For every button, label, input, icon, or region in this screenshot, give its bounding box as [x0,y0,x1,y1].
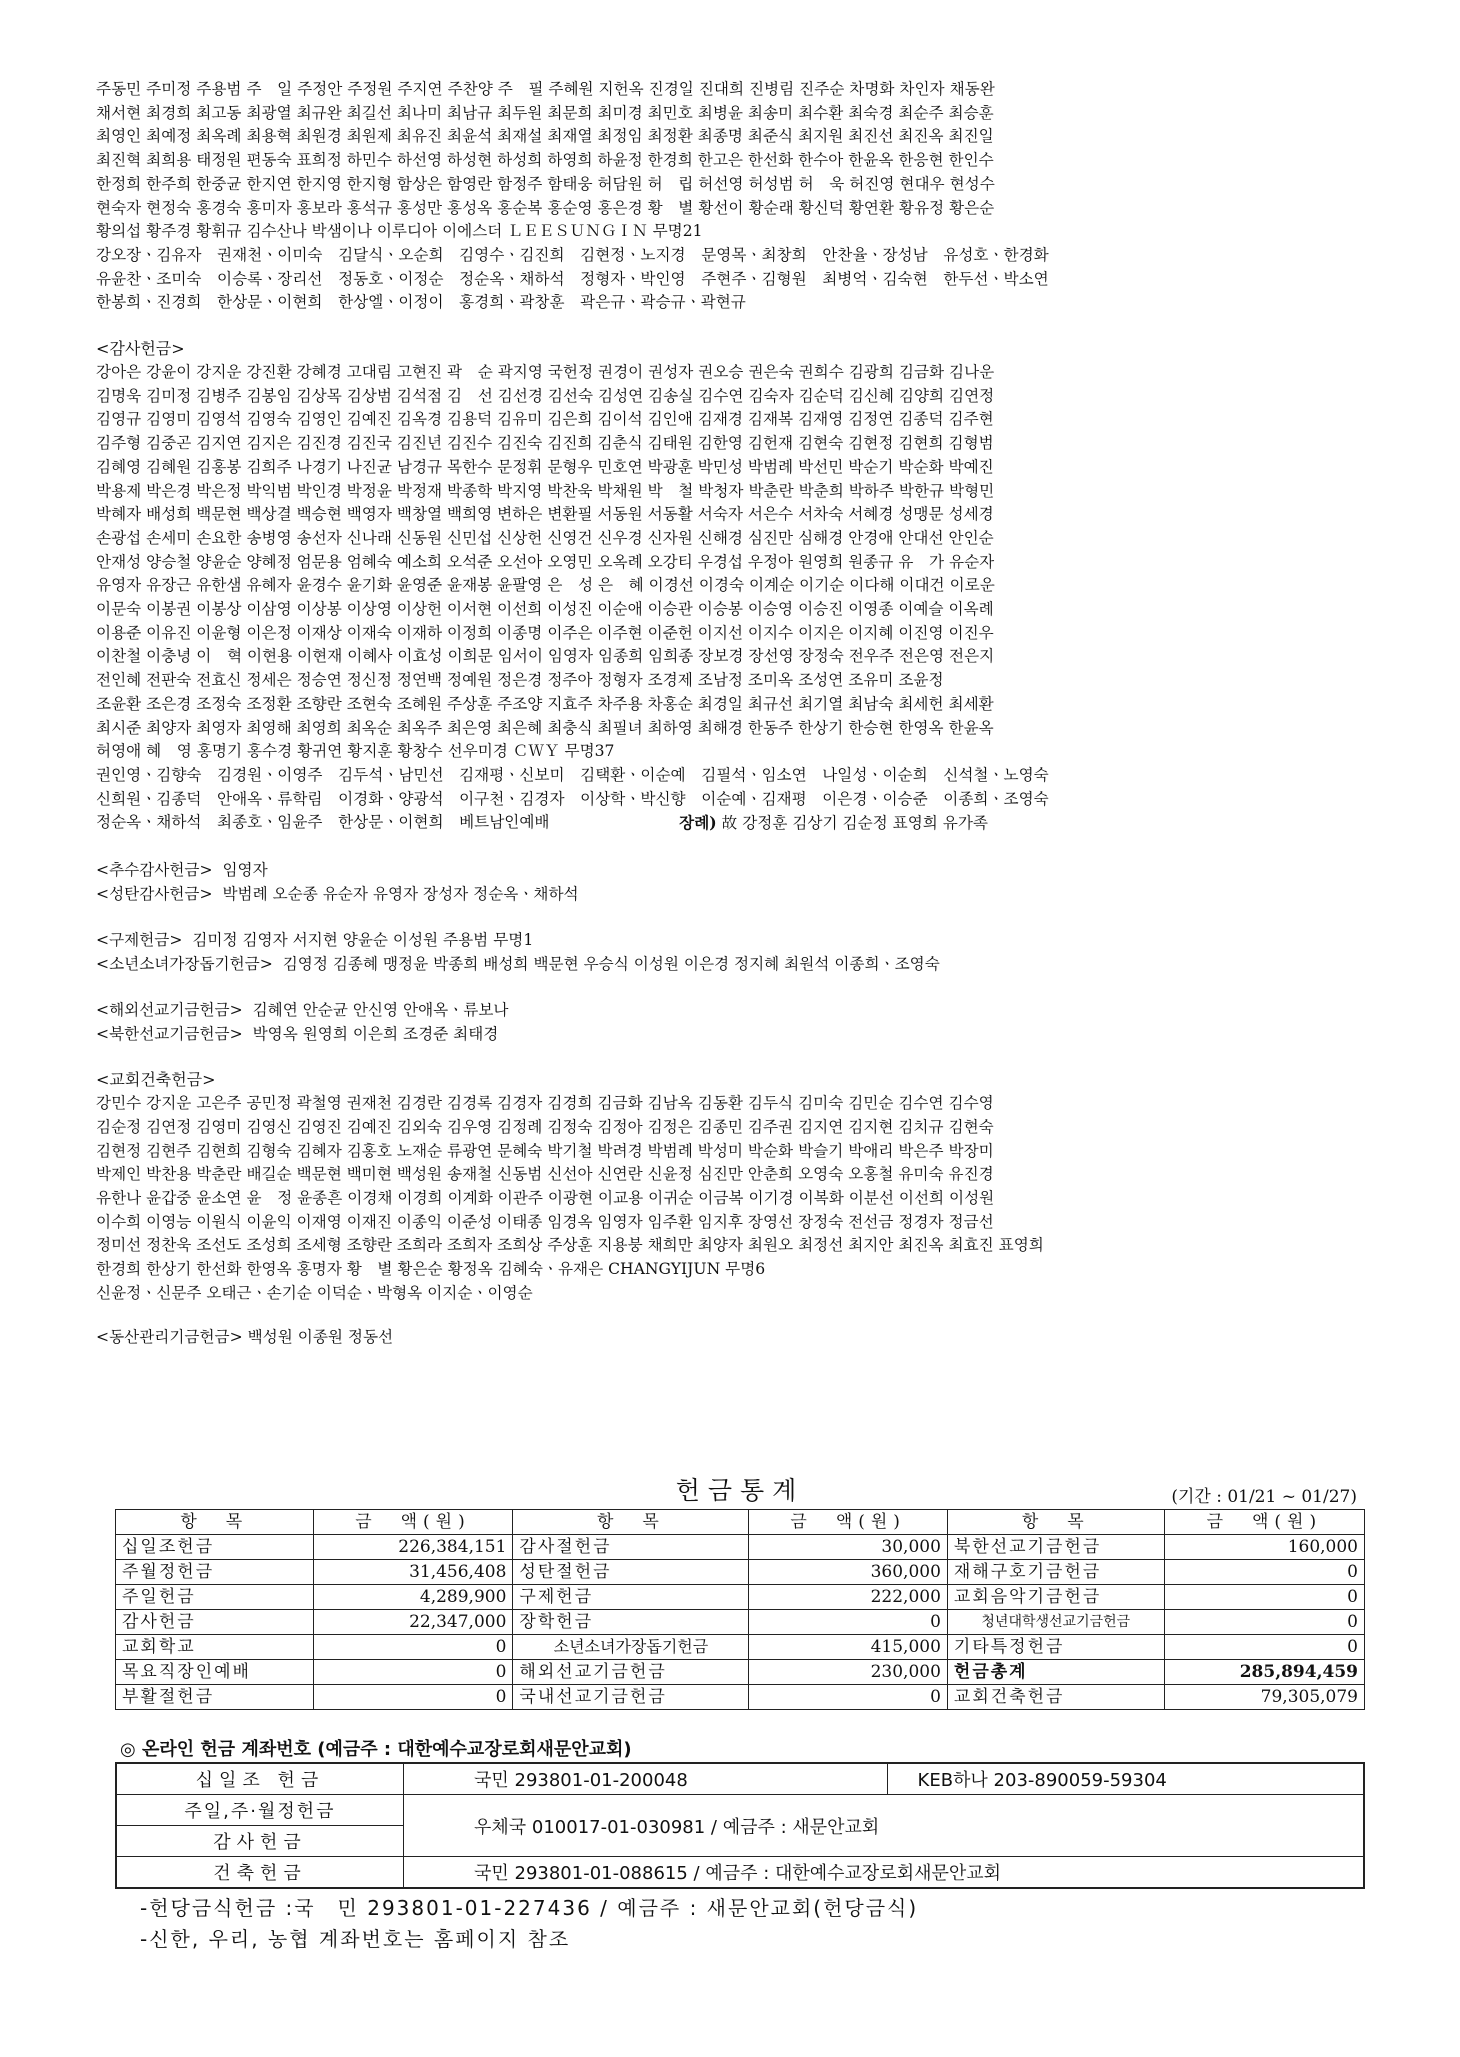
stats-item-label: 국내선교기금헌금 [513,1685,749,1710]
donor-line: 유영자 유장근 유한샘 유혜자 윤경수 윤기화 윤영준 윤재봉 윤팔영 은 성 은 혜 이경선 이경숙 이계순 이기순 이다해 이대건 이로운 [96,576,995,595]
donor-line: 김명욱 김미정 김병주 김봉임 김상목 김상범 김석점 김 선 김선경 김선숙 김성연 김송실 김수연 김숙자 김순덕 김신혜 김양희 김연정 [96,386,995,405]
donor-line: 황의섭 황주경 황휘규 김수산나 박샘이나 이루디아 이에스더 ＬＥＥＳＵＮＧＩＮ 무명21 [96,222,703,241]
section-title: <추수감사헌금> [96,861,213,880]
donor-names: 박영옥 원영희 이은희 조경준 최태경 [252,1025,499,1044]
donor-line: 전인혜 전판숙 전효신 정세은 정승연 정신정 정연백 정예원 정은경 정주아 정형자 조경제 조남정 조미옥 조성연 조유미 조윤정 [96,671,944,690]
offering-line [96,928,1368,952]
donor-line: 허영애 혜 영 홍명기 홍수경 황귀연 황지훈 황창수 선우미경 ＣＷＹ 무명37 [96,742,615,761]
stats-item-amount: 0 [1164,1635,1364,1660]
property-line [96,1325,1368,1349]
section-title: <해외선교기금헌금> [96,1001,243,1020]
stats-item-label: 성탄절헌금 [513,1560,749,1585]
stats-item-amount: 4,289,900 [313,1585,513,1610]
stats-header-cell: 항 목 [947,1510,1164,1535]
donor-lines [96,1092,1368,1305]
donor-line: 김혜영 김혜원 김홍봉 김희주 나경기 나진균 남경규 목한수 문정휘 문형우 민호연 박광훈 박민성 박범례 박선민 박순기 박순화 박예진 [96,457,994,476]
donor-lines-continued [96,78,1368,315]
account-table [115,1762,1365,1889]
donor-line: 안재성 양승철 양윤순 양혜정 엄문용 엄혜숙 예소희 오석준 오선아 오영민 오옥례 오강티 우경섭 우정아 원영희 원종규 유 가 유순자 [96,552,995,571]
donor-line: 김주형 김중곤 김지연 김지은 김진경 김진국 김진년 김진수 김진숙 김진희 김춘식 김태원 김한영 김헌재 김현숙 김현정 김현희 김형범 [96,434,994,453]
section-thanksgiving-offering [96,337,1368,836]
account-value: 국민 293801-01-200048 [404,1763,888,1795]
stats-item-label: 헌금총계 [947,1660,1164,1685]
inline-offering-group [96,928,1368,976]
donor-line: 정미선 정찬욱 조선도 조성희 조세형 조향란 조희라 조희자 조희상 주상훈 지용붕 채희만 최양자 최원오 최정선 최지안 최진옥 최효진 표영희 [96,1236,1044,1255]
donor-line: 이수희 이영능 이원식 이윤익 이재영 이재진 이종익 이준성 이태종 임경옥 임영자 임주환 임지후 장영선 장정숙 전선금 정경자 정금선 [96,1212,994,1231]
donor-line: 강민수 강지운 고은주 공민정 곽철영 권재천 김경란 김경록 김경자 김경희 김금화 김남옥 김동환 김두식 김미숙 김민순 김수연 김수영 [96,1094,994,1113]
stats-item-amount: 0 [1164,1585,1364,1610]
account-label: 건축헌금 [116,1857,404,1889]
stats-header-cell: 금 액(원) [749,1510,947,1535]
stats-item-amount: 31,456,408 [313,1560,513,1585]
stats-item-amount: 0 [749,1685,947,1710]
stats-item-label: 장학헌금 [513,1610,749,1635]
donor-line: 최영인 최예정 최옥례 최용혁 최원경 최원제 최유진 최윤석 최재설 최재열 최정임 최정환 최종명 최준식 최지원 최진선 최진옥 최진일 [96,127,994,146]
stats-item-amount: 360,000 [749,1560,947,1585]
stats-row [116,1610,1365,1635]
stats-row [116,1585,1365,1610]
stats-header-cell: 항 목 [513,1510,749,1535]
inline-offering-group [96,858,1368,906]
inline-offering-groups [96,858,1368,1046]
donor-line: 채서현 최경희 최고동 최광열 최규완 최길선 최나미 최남규 최두원 최문희 최미경 최민호 최병윤 최송미 최수환 최숙경 최순주 최승훈 [96,103,994,122]
section-title: <북한선교기금헌금> [96,1025,243,1044]
stats-item-amount: 30,000 [749,1535,947,1560]
stats-item-amount: 79,305,079 [1164,1685,1364,1710]
donor-line: 한경희 한상기 한선화 한영옥 홍명자 황 별 황은순 황정옥 김혜숙ㆍ유재은 CHANGYIJUN 무명6 [96,1260,766,1279]
stats-item-label: 북한선교기금헌금 [947,1535,1164,1560]
account-notes [140,1893,918,1955]
donor-line: 김현정 김현주 김현희 김형숙 김혜자 김홍호 노재순 류광연 문혜숙 박기철 박려경 박범례 박성미 박순화 박슬기 박애리 박은주 박장미 [96,1141,994,1160]
donor-line: 이용준 이유진 이윤형 이은정 이재상 이재숙 이재하 이정희 이종명 이주은 이주현 이준헌 이지선 이지수 이지은 이지혜 이진영 이진우 [96,623,994,642]
stats-item-label: 교회건축헌금 [947,1685,1164,1710]
account-row [116,1857,1364,1889]
donor-line: 이문숙 이봉권 이봉상 이삼영 이상봉 이상영 이상헌 이서현 이선희 이성진 이순애 이승관 이승봉 이승영 이승진 이영종 이예슬 이옥례 [96,600,994,619]
donor-names: 김영정 김종혜 맹정윤 박종희 배성희 백문현 우승식 이성원 이은경 정지혜 최원석 이종희ㆍ조영숙 [282,955,940,974]
stats-item-label: 기타특정헌금 [947,1635,1164,1660]
stats-item-label: 재해구호기금헌금 [947,1560,1164,1585]
stats-item-label: 교회학교 [116,1635,314,1660]
stats-item-label: 교회음악기금헌금 [947,1585,1164,1610]
stats-title [115,1473,1365,1509]
donor-line: 조윤환 조은경 조정숙 조정환 조향란 조현숙 조혜원 주상훈 주조양 지효주 차주용 차홍순 최경일 최규선 최기열 최남숙 최세헌 최세환 [96,694,994,713]
stats-item-label: 소년소녀가장돕기헌금 [513,1635,749,1660]
donor-line: 박혜자 배성희 백문현 백상결 백승현 백영자 백창열 백희영 변하은 변환필 서동원 서동활 서숙자 서은수 서차숙 서혜경 성맹문 성세경 [96,505,994,524]
donor-line: 이찬철 이충녕 이 혁 이현용 이현재 이혜사 이효성 이희문 임서이 임영자 임종희 임희종 장보경 장선영 장정숙 전우주 전은영 전은지 [96,647,995,666]
donor-line: 김영규 김영미 김영석 김영숙 김영인 김예진 김옥경 김용덕 김유미 김은희 김이석 김인애 김재경 김재복 김재영 김정연 김종덕 김주현 [96,410,994,429]
offering-line [96,1022,1368,1046]
stats-item-amount: 0 [313,1635,513,1660]
account-row [116,1763,1364,1795]
donor-line: 한정희 한주희 한중균 한지연 한지영 한지형 함상은 함영란 함정주 함태웅 허담원 허 립 허선영 허성범 허 욱 허진영 현대우 현성수 [96,174,995,193]
offering-line [96,952,1368,976]
stats-item-label: 부활절헌금 [116,1685,314,1710]
section-property-offering [96,1325,1368,1349]
note-line: -헌당금식헌금 :국 민 293801-01-227436 / 예금주 : 새문안교회(헌당금식) [140,1896,919,1920]
donor-line: 권인영ㆍ김향숙 김경원ㆍ이영주 김두석ㆍ남민선 김재평ㆍ신보미 김택환ㆍ이순예 김필석ㆍ임소연 나일성ㆍ이순희 신석철ㆍ노영숙 [96,765,1049,784]
stats-item-amount: 0 [1164,1560,1364,1585]
offering-line [96,858,1368,882]
stats-item-label: 구제헌금 [513,1585,749,1610]
donor-line: 손광섭 손세미 손요한 송병영 송선자 신나래 신동원 신민섭 신상헌 신영건 신우경 신자원 신해경 심진만 심해경 안경애 안대선 안인순 [96,528,994,547]
donor-names: 김혜연 안순균 안신영 안애옥ㆍ류보나 [252,1001,509,1020]
stats-table [115,1509,1365,1710]
stats-item-label: 감사헌금 [116,1610,314,1635]
account-label: 주일,주·월정헌금 [116,1795,404,1826]
section-title: <교회건축헌금> [96,1070,216,1090]
donor-line: 현숙자 현정숙 홍경숙 홍미자 홍보라 홍석규 홍성만 홍성옥 홍순복 홍순영 홍은경 황 별 황선이 황순래 황신덕 황연환 황유정 황은순 [96,198,995,217]
donor-lines [96,361,1368,835]
stats-title-text: 헌금통계 [675,1476,805,1505]
note-line: -신한, 우리, 농협 계좌번호는 홈페이지 참조 [140,1927,571,1951]
donor-line: 박제인 박찬용 박춘란 배길순 백문현 백미현 백성원 송재철 신동범 신선아 신연란 신윤정 심진만 안춘희 오영숙 오홍철 유미숙 유진경 [96,1165,994,1184]
donor-names: 백성원 이종원 정동선 [247,1328,394,1347]
stats-header-cell: 항 목 [116,1510,314,1535]
stats-row [116,1685,1365,1710]
stats-item-amount: 415,000 [749,1635,947,1660]
stats-item-amount: 226,384,151 [313,1535,513,1560]
donor-names: 박범례 오순종 유순자 유영자 장성자 정순옥ㆍ채하석 [222,885,579,904]
offering-statistics [115,1473,1365,1710]
donor-line: 정순옥ㆍ채하석 최종호ㆍ임윤주 한상문ㆍ이현희 베트남인예배 [96,813,550,832]
section-title: <성탄감사헌금> [96,885,213,904]
stats-item-amount: 0 [1164,1610,1364,1635]
stats-item-amount: 222,000 [749,1585,947,1610]
donor-line: 강아은 강윤이 강지운 강진환 강혜경 고대림 고현진 곽 순 곽지영 국헌정 권경이 권성자 권오승 권은숙 권희수 김광희 김금화 김나운 [96,363,995,382]
donor-line: 강오장ㆍ김유자 권재천ㆍ이미숙 김달식ㆍ오순희 김영수ㆍ김진희 김현정ㆍ노지경 문영목ㆍ최창희 안찬율ㆍ장성남 유성호ㆍ한경화 [96,245,1049,264]
donor-names: 임영자 [222,861,268,880]
stats-row [116,1660,1365,1685]
stats-item-label: 해외선교기금헌금 [513,1660,749,1685]
stats-item-amount: 0 [749,1610,947,1635]
section-title: <소년소녀가장돕기헌금> [96,955,273,974]
stats-item-amount: 0 [313,1685,513,1710]
offering-line [96,998,1368,1022]
stats-period: (기간 : 01/21 ~ 01/27) [1171,1487,1357,1507]
account-label: 십일조 헌금 [116,1763,404,1795]
donor-line: 최진혁 최희용 태정원 편동숙 표희정 하민수 하선영 하성현 하성희 하영희 하윤정 한경희 한고은 한선화 한수아 한윤옥 한응현 한인수 [96,151,994,170]
donor-line: 신희원ㆍ김종덕 안애옥ㆍ류학림 이경화ㆍ양광석 이구천ㆍ김경자 이상학ㆍ박신향 이순예ㆍ김재평 이은경ㆍ이승준 이종희ㆍ조영숙 [96,789,1049,808]
donor-line: 유한나 윤갑중 윤소연 윤 정 윤종흔 이경채 이경희 이계화 이관주 이광현 이교용 이귀순 이금복 이기경 이복화 이분선 이선희 이성원 [96,1188,995,1207]
stats-item-amount: 0 [313,1660,513,1685]
section-title: <구제헌금> [96,931,183,950]
section-title: <동산관리기금헌금> [96,1328,243,1347]
section-building-offering [96,1068,1368,1305]
donor-line: 박용제 박은경 박은정 박익범 박인경 박정윤 박정재 박종학 박지영 박찬욱 박채원 박 철 박청자 박춘란 박춘희 박하주 박한규 박형민 [96,481,995,500]
online-account-title: ◎ 온라인 헌금 계좌번호 (예금주 : 대한예수교장로회새문안교회) [120,1739,632,1760]
stats-item-label: 십일조헌금 [116,1535,314,1560]
account-value: KEB하나 203-890059-59304 [887,1763,1364,1795]
offering-line [96,882,1368,906]
account-value: 국민 293801-01-088615 / 예금주 : 대한예수교장로회새문안교회 [404,1857,1365,1889]
stats-item-label: 감사절헌금 [513,1535,749,1560]
donor-line: 한봉희ㆍ진경희 한상문ㆍ이현희 한상엘ㆍ이정이 홍경희ㆍ곽창훈 곽은규ㆍ곽승규ㆍ곽현규 [96,293,746,312]
stats-item-amount: 230,000 [749,1660,947,1685]
donor-line: 유윤찬ㆍ조미숙 이승록ㆍ장리선 정동호ㆍ이정순 정순옥ㆍ채하석 정형자ㆍ박인영 주현주ㆍ김형원 최병억ㆍ김숙현 한두선ㆍ박소연 [96,269,1049,288]
stats-item-label: 주일헌금 [116,1585,314,1610]
donor-list-page [96,78,1368,1349]
funeral-label: 장례) [679,813,717,833]
stats-row [116,1560,1365,1585]
section-title: <감사헌금> [96,339,185,359]
account-label: 감사헌금 [116,1826,404,1857]
account-value: 우체국 010017-01-030981 / 예금주 : 새문안교회 [404,1795,1365,1857]
stats-row [116,1535,1365,1560]
donor-names: 김미정 김영자 서지현 양윤순 이성원 주용범 무명1 [192,931,534,950]
donor-line: 최시준 최양자 최영자 최영해 최영희 최옥순 최옥주 최은영 최은혜 최충식 최필녀 최하영 최해경 한동주 한상기 한승현 한영옥 한윤옥 [96,718,994,737]
stats-row [116,1635,1365,1660]
funeral-text: 故 강정훈 김상기 김순정 표영희 유가족 [721,814,988,833]
stats-item-amount: 22,347,000 [313,1610,513,1635]
inline-offering-group [96,998,1368,1046]
stats-header-cell: 금 액(원) [313,1510,513,1535]
account-row [116,1795,1364,1826]
stats-item-label: 청년대학생선교기금헌금 [947,1610,1164,1635]
stats-item-amount: 160,000 [1164,1535,1364,1560]
stats-item-label: 주월정헌금 [116,1560,314,1585]
donor-line: 주동민 주미정 주용범 주 일 주정안 주정원 주지연 주찬양 주 필 주혜원 지헌옥 진경일 진대희 진병림 진주순 차명화 차인자 채동완 [96,80,995,98]
stats-item-amount: 285,894,459 [1164,1660,1364,1685]
donor-line: 신윤정ㆍ신문주 오태근ㆍ손기순 이덕순ㆍ박형옥 이지순ㆍ이영순 [96,1283,533,1302]
donor-line: 김순정 김연정 김영미 김영신 김영진 김예진 김외숙 김우영 김정례 김정숙 김정아 김정은 김종민 김주권 김지연 김지현 김치규 김현숙 [96,1117,994,1136]
stats-header-cell: 금 액(원) [1164,1510,1364,1535]
stats-item-label: 목요직장인예배 [116,1660,314,1685]
